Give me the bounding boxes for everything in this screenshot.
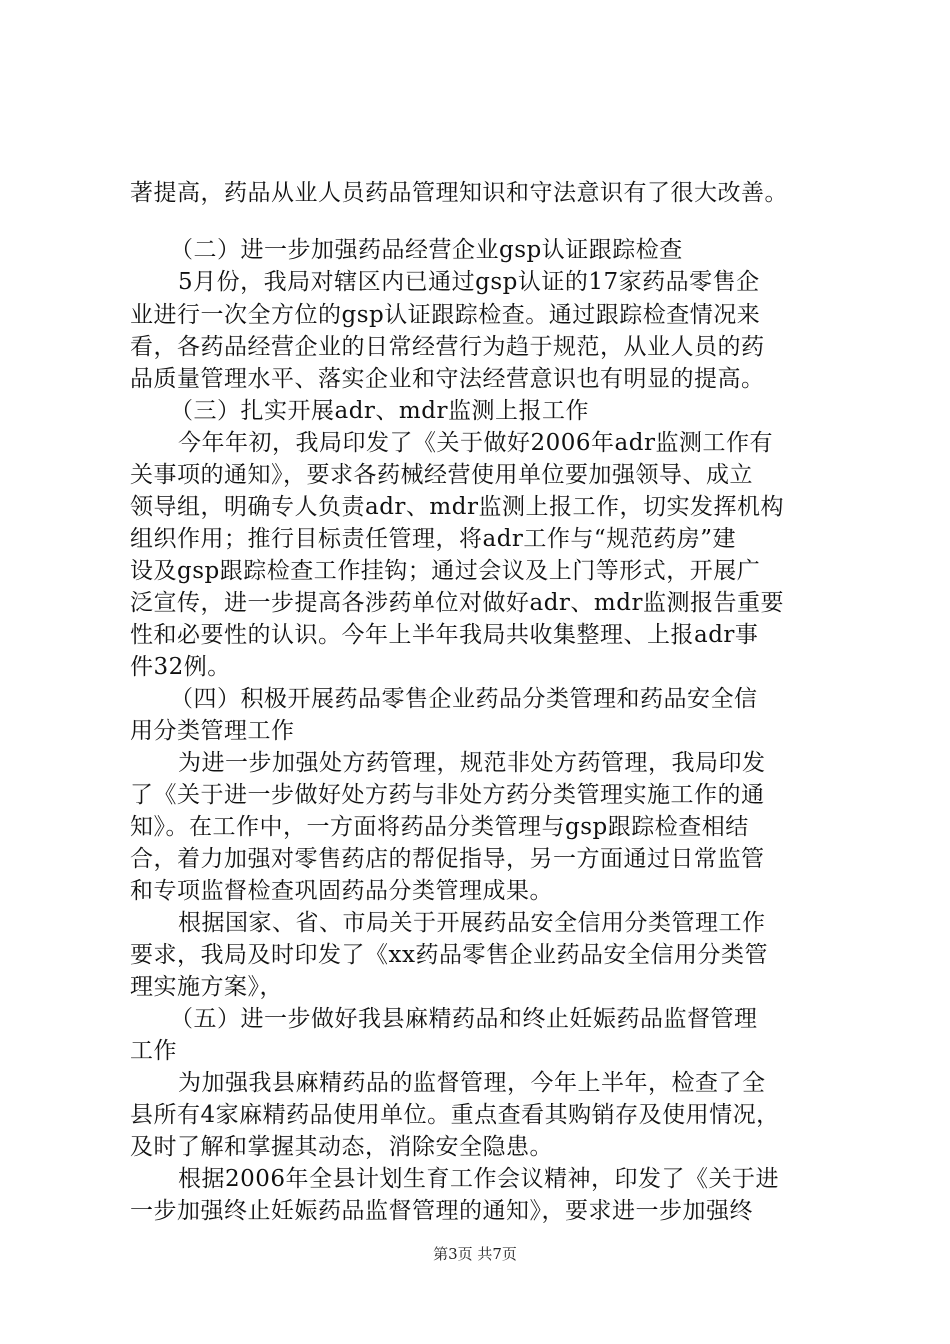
text-line: 合，着力加强对零售药店的帮促指导，另一方面通过日常监管: [130, 846, 765, 872]
text-line: 为进一步加强处方药管理，规范非处方药管理，我局印发: [178, 750, 766, 776]
text-line: 今年年初，我局印发了《关于做好2006年adr监测工作有: [178, 430, 773, 456]
text-line: 业进行一次全方位的gsp认证跟踪检查。通过跟踪检查情况来: [130, 302, 761, 328]
section-heading-continued: 工作: [130, 1038, 177, 1064]
text-line: 根据2006年全县计划生育工作会议精神，印发了《关于进: [178, 1166, 780, 1192]
text-line: 及时了解和掌握其动态，消除安全隐患。: [130, 1134, 553, 1160]
section-heading: （四）积极开展药品零售企业药品分类管理和药品安全信: [170, 686, 758, 712]
text-line: 组织作用；推行目标责任管理，将adr工作与“规范药房”建: [130, 526, 736, 552]
section-heading: （二）进一步加强药品经营企业gsp认证跟踪检查: [170, 237, 683, 263]
text-line: 性和必要性的认识。今年上半年我局共收集整理、上报adr事: [130, 622, 759, 648]
text-line: 要求，我局及时印发了《xx药品零售企业药品安全信用分类管: [130, 942, 768, 968]
text-line: 和专项监督检查巩固药品分类管理成果。: [130, 878, 553, 904]
section-heading-continued: 用分类管理工作: [130, 718, 295, 744]
text-line: 根据国家、省、市局关于开展药品安全信用分类管理工作: [178, 910, 766, 936]
text-line: 设及gsp跟踪检查工作挂钩；通过会议及上门等形式，开展广: [130, 558, 761, 584]
page-footer: 第3页 共7页: [433, 1245, 517, 1263]
section-heading: （三）扎实开展adr、mdr监测上报工作: [170, 398, 589, 424]
text-line: 一步加强终止妊娠药品监督管理的通知》，要求进一步加强终: [130, 1198, 753, 1224]
text-line: 5月份，我局对辖区内已通过gsp认证的17家药品零售企: [178, 269, 760, 295]
text-line: 看，各药品经营企业的日常经营行为趋于规范，从业人员的药: [130, 334, 765, 360]
text-line: 泛宣传，进一步提高各涉药单位对做好adr、mdr监测报告重要: [130, 590, 784, 616]
text-line: 品质量管理水平、落实企业和守法经营意识也有明显的提高。: [130, 366, 765, 392]
text-line: 领导组，明确专人负责adr、mdr监测上报工作，切实发挥机构: [130, 494, 784, 520]
text-line: 知》。在工作中，一方面将药品分类管理与gsp跟踪检查相结: [130, 814, 749, 840]
text-line: 县所有4家麻精药品使用单位。重点查看其购销存及使用情况，: [130, 1102, 780, 1128]
text-line: 为加强我县麻精药品的监督管理，今年上半年，检查了全: [178, 1070, 766, 1096]
text-line: 关事项的通知》，要求各药械经营使用单位要加强领导、成立: [130, 462, 753, 488]
text-line: 了《关于进一步做好处方药与非处方药分类管理实施工作的通: [130, 782, 765, 808]
text-line: 著提高，药品从业人员药品管理知识和守法意识有了很大改善。: [130, 180, 788, 206]
text-line: 件32例。: [130, 654, 231, 680]
text-line: 理实施方案》，: [130, 974, 283, 1000]
section-heading: （五）进一步做好我县麻精药品和终止妊娠药品监督管理: [170, 1006, 758, 1032]
